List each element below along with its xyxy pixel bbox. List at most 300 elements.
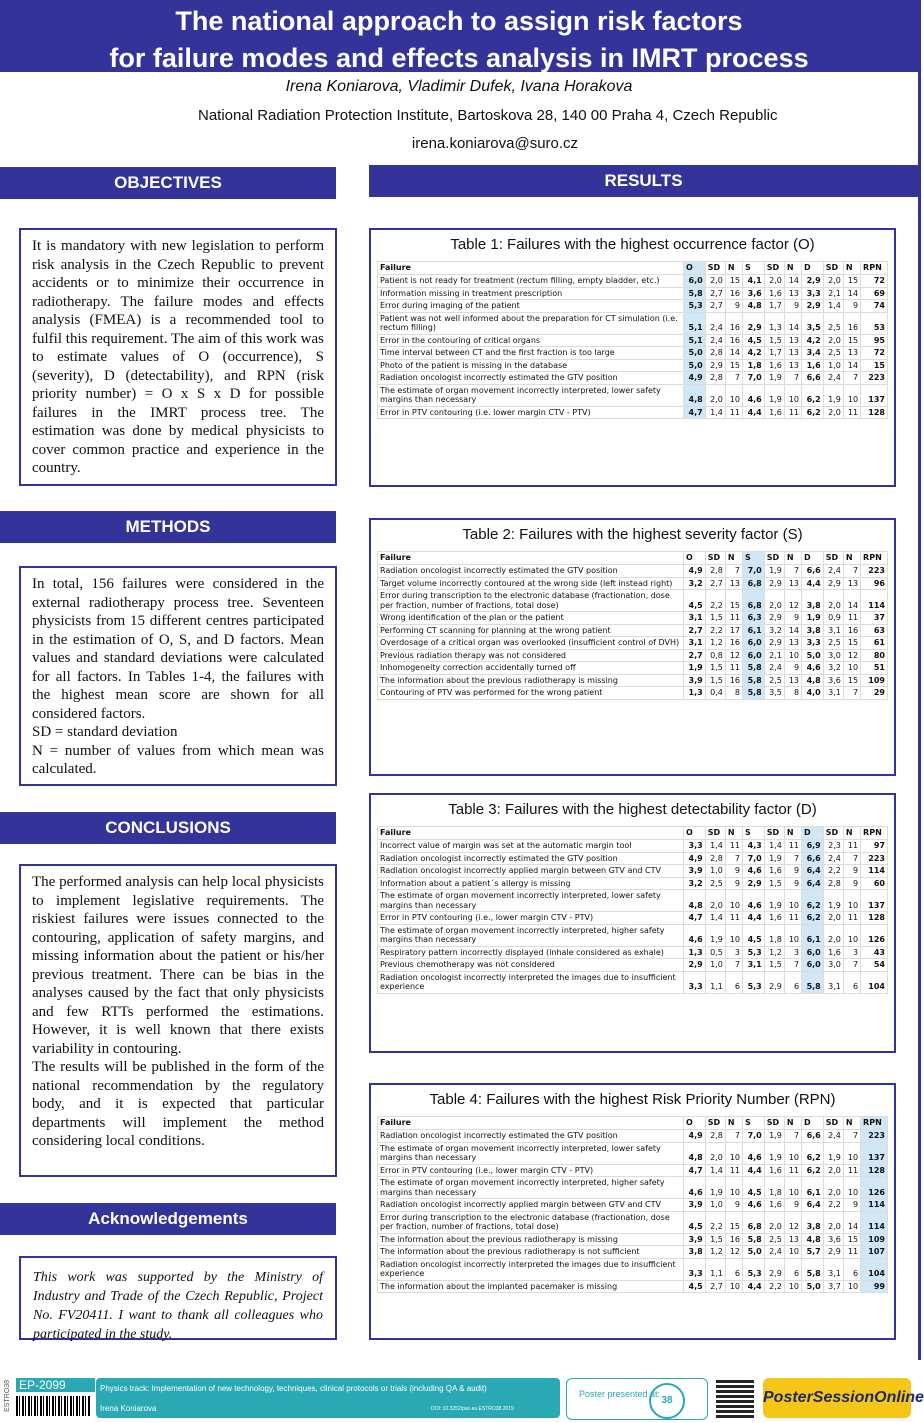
table-row — [378, 1177, 888, 1199]
value-cell: 6,0 — [684, 275, 706, 288]
column-header: N — [784, 552, 801, 565]
table-row — [378, 912, 888, 925]
value-cell: 10 — [843, 1142, 860, 1164]
value-cell: 2,2 — [705, 1211, 725, 1233]
value-cell: 223 — [861, 372, 888, 385]
value-cell: 0,8 — [705, 649, 725, 662]
poster-title-line1: The national approach to assign risk factors — [175, 6, 743, 36]
value-cell: 1,9 — [823, 384, 843, 406]
column-header: D — [802, 552, 824, 565]
value-cell: 6 — [843, 1258, 860, 1280]
table-row — [378, 637, 888, 650]
failure-cell: The information about the implanted pacemaker is missing — [378, 1280, 684, 1293]
failure-cell: Patient is not ready for treatment (rectum filling, empty bladder, etc.) — [378, 275, 684, 288]
acknowledgements-text: This work was supported by the Ministry of Industry and Trade of the Czech Republic, Project No. FV20411. I want to thank all colleagues who participated in the study. — [33, 1270, 323, 1342]
track-text: Physics track: Implementation of new technology, techniques, clinical protocols or trials (including QA & audit) — [100, 1384, 487, 1393]
value-cell: 1,3 — [684, 687, 706, 700]
value-cell: 2,0 — [705, 275, 725, 288]
failure-cell: Radiation oncologist incorrectly estimated the GTV position — [378, 565, 684, 578]
value-cell: 2,5 — [705, 877, 725, 890]
value-cell: 137 — [861, 1142, 888, 1164]
value-cell: 6,0 — [743, 637, 765, 650]
failure-cell: Contouring of PTV was performed for the wrong patient — [378, 687, 684, 700]
value-cell: 1,6 — [764, 912, 784, 925]
value-cell: 4,5 — [684, 590, 706, 612]
value-cell: 9 — [725, 877, 742, 890]
value-cell: 7 — [843, 852, 860, 865]
value-cell: 6,6 — [802, 565, 824, 578]
value-cell: 7 — [725, 1130, 742, 1143]
value-cell: 1,8 — [743, 359, 765, 372]
value-cell: 12 — [725, 1246, 742, 1259]
value-cell: 4,7 — [684, 406, 706, 419]
footer-author: Irena Koniarova — [100, 1404, 157, 1413]
value-cell: 3,0 — [823, 649, 843, 662]
value-cell: 5,3 — [743, 971, 765, 993]
value-cell: 10 — [843, 1280, 860, 1293]
value-cell: 11 — [784, 840, 801, 853]
value-cell: 223 — [861, 565, 888, 578]
value-cell: 2,5 — [764, 1233, 784, 1246]
value-cell: 1,5 — [764, 877, 784, 890]
value-cell: 5,0 — [743, 1246, 765, 1259]
value-cell: 11 — [784, 912, 801, 925]
value-cell: 2,9 — [684, 959, 706, 972]
presented-at — [566, 1378, 708, 1420]
value-cell: 2,0 — [823, 590, 843, 612]
value-cell: 6,1 — [802, 1177, 824, 1199]
track-banner — [96, 1378, 560, 1418]
objectives-text: It is mandatory with new legislation to perform risk analysis in the Czech Republic to prevent accidents or to minimize their occurrence in radiotherapy. The failure modes and effects analysis (FMEA) is a recommended tool to fulfil this requirement. The aim of this work was to estimate values of O (occurrence), S (severity), D (detectability), and RPN (risk priority number) = O x S x D for possible failures in the IMRT process tree. The estimation was done by medical physicists to cover common practice and experience in the country. — [32, 238, 324, 476]
table-row — [378, 1233, 888, 1246]
failure-cell: The information about the previous radiotherapy is missing — [378, 674, 684, 687]
failure-cell: Patient was not well informed about the preparation for CT simulation (i.e. rectum filling) — [378, 312, 684, 334]
value-cell: 2,0 — [823, 334, 843, 347]
value-cell: 3,8 — [684, 1246, 706, 1259]
value-cell: 5,7 — [802, 1246, 824, 1259]
failure-cell: The estimate of organ movement incorrectly interpreted, lower safety margins than necessary — [378, 1142, 684, 1164]
objectives-heading: OBJECTIVES — [0, 167, 336, 199]
table-1-box — [369, 228, 896, 487]
value-cell: 16 — [725, 287, 742, 300]
value-cell: 4,8 — [743, 300, 765, 313]
value-cell: 7 — [843, 565, 860, 578]
failure-cell: The estimate of organ movement incorrectly interpreted, higher safety margins than necessary — [378, 924, 684, 946]
table-row — [378, 300, 888, 313]
table-row — [378, 1142, 888, 1164]
value-cell: 63 — [861, 624, 888, 637]
value-cell: 6,6 — [802, 372, 824, 385]
value-cell: 8 — [725, 687, 742, 700]
table-row — [378, 359, 888, 372]
value-cell: 9 — [843, 1199, 860, 1212]
column-header: N — [725, 1117, 742, 1130]
value-cell: 7 — [784, 852, 801, 865]
value-cell: 6 — [725, 1258, 742, 1280]
value-cell: 2,9 — [764, 1258, 784, 1280]
value-cell: 5,0 — [684, 359, 706, 372]
value-cell: 114 — [861, 1199, 888, 1212]
value-cell: 1,2 — [705, 1246, 725, 1259]
table-row — [378, 877, 888, 890]
value-cell: 10 — [784, 1246, 801, 1259]
value-cell: 10 — [843, 1177, 860, 1199]
value-cell: 13 — [843, 347, 860, 360]
value-cell: 5,0 — [802, 1280, 824, 1293]
value-cell: 3,3 — [684, 840, 706, 853]
failure-cell: Information missing in treatment prescription — [378, 287, 684, 300]
value-cell: 10 — [843, 662, 860, 675]
value-cell: 6,4 — [802, 877, 824, 890]
table-row — [378, 287, 888, 300]
value-cell: 61 — [861, 637, 888, 650]
value-cell: 1,6 — [764, 865, 784, 878]
table-row — [378, 662, 888, 675]
value-cell: 0,9 — [823, 612, 843, 625]
value-cell: 2,3 — [823, 840, 843, 853]
value-cell: 2,4 — [823, 852, 843, 865]
value-cell: 4,8 — [684, 890, 706, 912]
value-cell: 1,9 — [764, 1130, 784, 1143]
value-cell: 2,2 — [823, 1199, 843, 1212]
value-cell: 3,8 — [802, 590, 824, 612]
value-cell: 72 — [861, 347, 888, 360]
column-header: Failure — [378, 827, 684, 840]
value-cell: 6,0 — [743, 649, 765, 662]
value-cell: 12 — [784, 590, 801, 612]
column-header: S — [743, 262, 765, 275]
value-cell: 5,8 — [802, 971, 824, 993]
failure-cell: Information about a patient´s allergy is missing — [378, 877, 684, 890]
value-cell: 43 — [861, 946, 888, 959]
table-3-box — [369, 793, 896, 1053]
value-cell: 37 — [861, 612, 888, 625]
value-cell: 3,9 — [684, 674, 706, 687]
value-cell: 9 — [843, 300, 860, 313]
value-cell: 2,7 — [705, 577, 725, 590]
value-cell: 1,9 — [764, 890, 784, 912]
value-cell: 13 — [784, 359, 801, 372]
value-cell: 2,4 — [823, 565, 843, 578]
value-cell: 13 — [784, 577, 801, 590]
column-header: SD — [764, 827, 784, 840]
value-cell: 2,8 — [705, 347, 725, 360]
value-cell: 2,9 — [823, 577, 843, 590]
column-header: N — [843, 262, 860, 275]
value-cell: 6,8 — [743, 577, 765, 590]
value-cell: 10 — [725, 1177, 742, 1199]
value-cell: 2,0 — [823, 406, 843, 419]
value-cell: 6,4 — [802, 865, 824, 878]
table-row — [378, 372, 888, 385]
value-cell: 3,1 — [823, 687, 843, 700]
value-cell: 4,8 — [802, 674, 824, 687]
table-row — [378, 1164, 888, 1177]
table-3 — [377, 826, 888, 994]
value-cell: 14 — [784, 624, 801, 637]
value-cell: 137 — [861, 384, 888, 406]
value-cell: 6,2 — [802, 1164, 824, 1177]
table-row — [378, 565, 888, 578]
value-cell: 1,9 — [764, 384, 784, 406]
value-cell: 3,5 — [802, 312, 824, 334]
value-cell: 2,2 — [764, 1280, 784, 1293]
value-cell: 1,9 — [764, 372, 784, 385]
value-cell: 3,1 — [684, 637, 706, 650]
value-cell: 3,2 — [684, 577, 706, 590]
conclusions-box — [19, 864, 337, 1177]
value-cell: 4,4 — [743, 406, 765, 419]
value-cell: 223 — [861, 1130, 888, 1143]
value-cell: 6,0 — [802, 946, 824, 959]
value-cell: 7 — [843, 1130, 860, 1143]
value-cell: 10 — [784, 1280, 801, 1293]
table-4-box — [369, 1083, 896, 1340]
value-cell: 1,0 — [705, 959, 725, 972]
value-cell: 10 — [784, 1177, 801, 1199]
email[interactable]: irena.koniarova@suro.cz — [411, 135, 579, 152]
value-cell: 16 — [725, 312, 742, 334]
value-cell: 3,9 — [684, 1233, 706, 1246]
column-header: RPN — [861, 1117, 888, 1130]
value-cell: 3,3 — [684, 971, 706, 993]
value-cell: 6,6 — [802, 1130, 824, 1143]
failure-cell: The information about the previous radiotherapy is not sufficient — [378, 1246, 684, 1259]
value-cell: 1,3 — [764, 312, 784, 334]
value-cell: 7,0 — [743, 1130, 765, 1143]
value-cell: 10 — [784, 649, 801, 662]
value-cell: 10 — [784, 890, 801, 912]
value-cell: 5,1 — [684, 312, 706, 334]
value-cell: 126 — [861, 924, 888, 946]
value-cell: 2,1 — [764, 649, 784, 662]
value-cell: 4,7 — [684, 912, 706, 925]
value-cell: 128 — [861, 912, 888, 925]
value-cell: 3 — [843, 946, 860, 959]
value-cell: 6,1 — [802, 924, 824, 946]
value-cell: 1,2 — [764, 946, 784, 959]
value-cell: 11 — [843, 1164, 860, 1177]
column-header: Failure — [378, 1117, 684, 1130]
table-header-row — [378, 262, 888, 275]
value-cell: 2,0 — [705, 1142, 725, 1164]
value-cell: 11 — [725, 662, 742, 675]
value-cell: 2,4 — [764, 1246, 784, 1259]
value-cell: 4,4 — [743, 1164, 765, 1177]
value-cell: 15 — [843, 334, 860, 347]
value-cell: 2,9 — [823, 1246, 843, 1259]
column-header: SD — [705, 1117, 725, 1130]
column-header: N — [725, 552, 742, 565]
failure-cell: The estimate of organ movement incorrectly interpreted, lower safety margins than necessary — [378, 890, 684, 912]
value-cell: 11 — [725, 912, 742, 925]
value-cell: 223 — [861, 852, 888, 865]
value-cell: 0,4 — [705, 687, 725, 700]
failure-cell: Inhomogeneity correction accidentally turned off — [378, 662, 684, 675]
value-cell: 1,3 — [684, 946, 706, 959]
value-cell: 4,6 — [743, 1142, 765, 1164]
value-cell: 7 — [784, 959, 801, 972]
value-cell: 14 — [784, 275, 801, 288]
column-header: O — [684, 552, 706, 565]
value-cell: 6,6 — [802, 852, 824, 865]
value-cell: 7 — [784, 565, 801, 578]
table-row — [378, 649, 888, 662]
table-row — [378, 612, 888, 625]
value-cell: 2,7 — [705, 287, 725, 300]
value-cell: 3,9 — [684, 1199, 706, 1212]
value-cell: 4,6 — [743, 890, 765, 912]
value-cell: 6 — [784, 1258, 801, 1280]
failure-cell: Radiation oncologist incorrectly interpreted the images due to insufficient experience — [378, 1258, 684, 1280]
value-cell: 7 — [843, 687, 860, 700]
column-header: Failure — [378, 262, 684, 275]
value-cell: 2,0 — [823, 1164, 843, 1177]
methods-box — [19, 566, 337, 786]
value-cell: 9 — [784, 865, 801, 878]
value-cell: 4,4 — [743, 1280, 765, 1293]
value-cell: 3,0 — [823, 959, 843, 972]
value-cell: 4,9 — [684, 565, 706, 578]
value-cell: 1,6 — [764, 406, 784, 419]
methods-n: N = number of values from which mean was calculated. — [32, 742, 324, 777]
table-row — [378, 334, 888, 347]
value-cell: 2,5 — [823, 347, 843, 360]
value-cell: 4,0 — [802, 687, 824, 700]
methods-heading: METHODS — [0, 511, 336, 543]
column-header: RPN — [861, 262, 888, 275]
postersessiononline-logo[interactable]: PosterSessionOnline — [763, 1378, 911, 1418]
column-header: SD — [823, 262, 843, 275]
column-header: SD — [823, 827, 843, 840]
value-cell: 1,6 — [764, 359, 784, 372]
value-cell: 1,8 — [764, 1177, 784, 1199]
value-cell: 10 — [784, 924, 801, 946]
value-cell: 14 — [843, 1211, 860, 1233]
authors: Irena Koniarova, Vladimir Dufek, Ivana Horakova — [285, 78, 633, 95]
value-cell: 60 — [861, 877, 888, 890]
value-cell: 10 — [784, 384, 801, 406]
value-cell: 5,8 — [743, 662, 765, 675]
value-cell: 128 — [861, 1164, 888, 1177]
value-cell: 6,2 — [802, 406, 824, 419]
failure-cell: Error in the contouring of critical organs — [378, 334, 684, 347]
table-header-row — [378, 552, 888, 565]
value-cell: 3,4 — [802, 347, 824, 360]
value-cell: 2,9 — [705, 359, 725, 372]
value-cell: 7 — [725, 852, 742, 865]
value-cell: 1,5 — [764, 959, 784, 972]
value-cell: 2,2 — [705, 590, 725, 612]
value-cell: 9 — [725, 865, 742, 878]
value-cell: 16 — [725, 674, 742, 687]
value-cell: 4,6 — [684, 1177, 706, 1199]
value-cell: 17 — [725, 624, 742, 637]
value-cell: 3,3 — [684, 1258, 706, 1280]
value-cell: 1,6 — [764, 1164, 784, 1177]
value-cell: 7,0 — [743, 852, 765, 865]
failure-cell: Target volume incorrectly contoured at the wrong side (left instead right) — [378, 577, 684, 590]
value-cell: 2,9 — [764, 612, 784, 625]
acknowledgements-heading: Acknowledgements — [0, 1203, 336, 1235]
qr-code-icon[interactable] — [716, 1380, 754, 1418]
column-header: O — [684, 827, 706, 840]
institute: National Radiation Protection Institute, Bartoskova 28, 140 00 Praha 4, Czech Republic — [198, 107, 778, 124]
value-cell: 2,2 — [705, 624, 725, 637]
value-cell: 15 — [861, 359, 888, 372]
value-cell: 4,2 — [743, 347, 765, 360]
value-cell: 4,6 — [802, 662, 824, 675]
value-cell: 11 — [843, 840, 860, 853]
value-cell: 4,6 — [743, 384, 765, 406]
poster-title-line2: for failure modes and effects analysis in IMRT process — [109, 43, 809, 73]
value-cell: 1,1 — [705, 1258, 725, 1280]
table-header-row — [378, 1117, 888, 1130]
value-cell: 1,8 — [764, 924, 784, 946]
value-cell: 3,5 — [764, 687, 784, 700]
presented-at-text: Poster presented at: — [579, 1389, 661, 1399]
value-cell: 2,7 — [705, 300, 725, 313]
value-cell: 1,6 — [802, 359, 824, 372]
value-cell: 2,5 — [823, 312, 843, 334]
value-cell: 2,9 — [764, 577, 784, 590]
value-cell: 2,0 — [823, 912, 843, 925]
value-cell: 10 — [725, 384, 742, 406]
value-cell: 1,9 — [764, 565, 784, 578]
failure-cell: Overdosage of a critical organ was overlooked (insufficient control of DVH) — [378, 637, 684, 650]
failure-cell: Error in PTV contouring (i.e., lower margin CTV - PTV) — [378, 1164, 684, 1177]
value-cell: 9 — [725, 300, 742, 313]
value-cell: 72 — [861, 275, 888, 288]
value-cell: 4,9 — [684, 1130, 706, 1143]
table-row — [378, 1199, 888, 1212]
value-cell: 11 — [784, 1164, 801, 1177]
value-cell: 10 — [725, 924, 742, 946]
value-cell: 6 — [784, 971, 801, 993]
value-cell: 1,5 — [705, 612, 725, 625]
value-cell: 10 — [725, 1280, 742, 1293]
value-cell: 4,9 — [684, 372, 706, 385]
value-cell: 95 — [861, 334, 888, 347]
table-row — [378, 577, 888, 590]
value-cell: 7 — [725, 565, 742, 578]
value-cell: 29 — [861, 687, 888, 700]
column-header: O — [684, 1117, 706, 1130]
value-cell: 2,5 — [764, 674, 784, 687]
table-3-caption: Table 3: Failures with the highest detectability factor (D) — [448, 801, 817, 818]
failure-cell: Error in PTV contouring (i.e., lower margin CTV - PTV) — [378, 912, 684, 925]
value-cell: 15 — [725, 1211, 742, 1233]
column-header: N — [784, 827, 801, 840]
value-cell: 15 — [843, 674, 860, 687]
failure-cell: Previous radiation therapy was not considered — [378, 649, 684, 662]
value-cell: 9 — [784, 1199, 801, 1212]
table-row — [378, 959, 888, 972]
column-header: SD — [764, 262, 784, 275]
value-cell: 2,8 — [705, 565, 725, 578]
value-cell: 16 — [843, 624, 860, 637]
value-cell: 2,4 — [705, 334, 725, 347]
column-header: N — [843, 1117, 860, 1130]
value-cell: 13 — [784, 674, 801, 687]
value-cell: 2,7 — [684, 649, 706, 662]
table-row — [378, 312, 888, 334]
value-cell: 5,0 — [684, 347, 706, 360]
value-cell: 1,7 — [764, 300, 784, 313]
failure-cell: The estimate of organ movement incorrectly interpreted, lower safety margins than necessary — [378, 384, 684, 406]
value-cell: 1,0 — [705, 865, 725, 878]
footer — [0, 1372, 924, 1423]
